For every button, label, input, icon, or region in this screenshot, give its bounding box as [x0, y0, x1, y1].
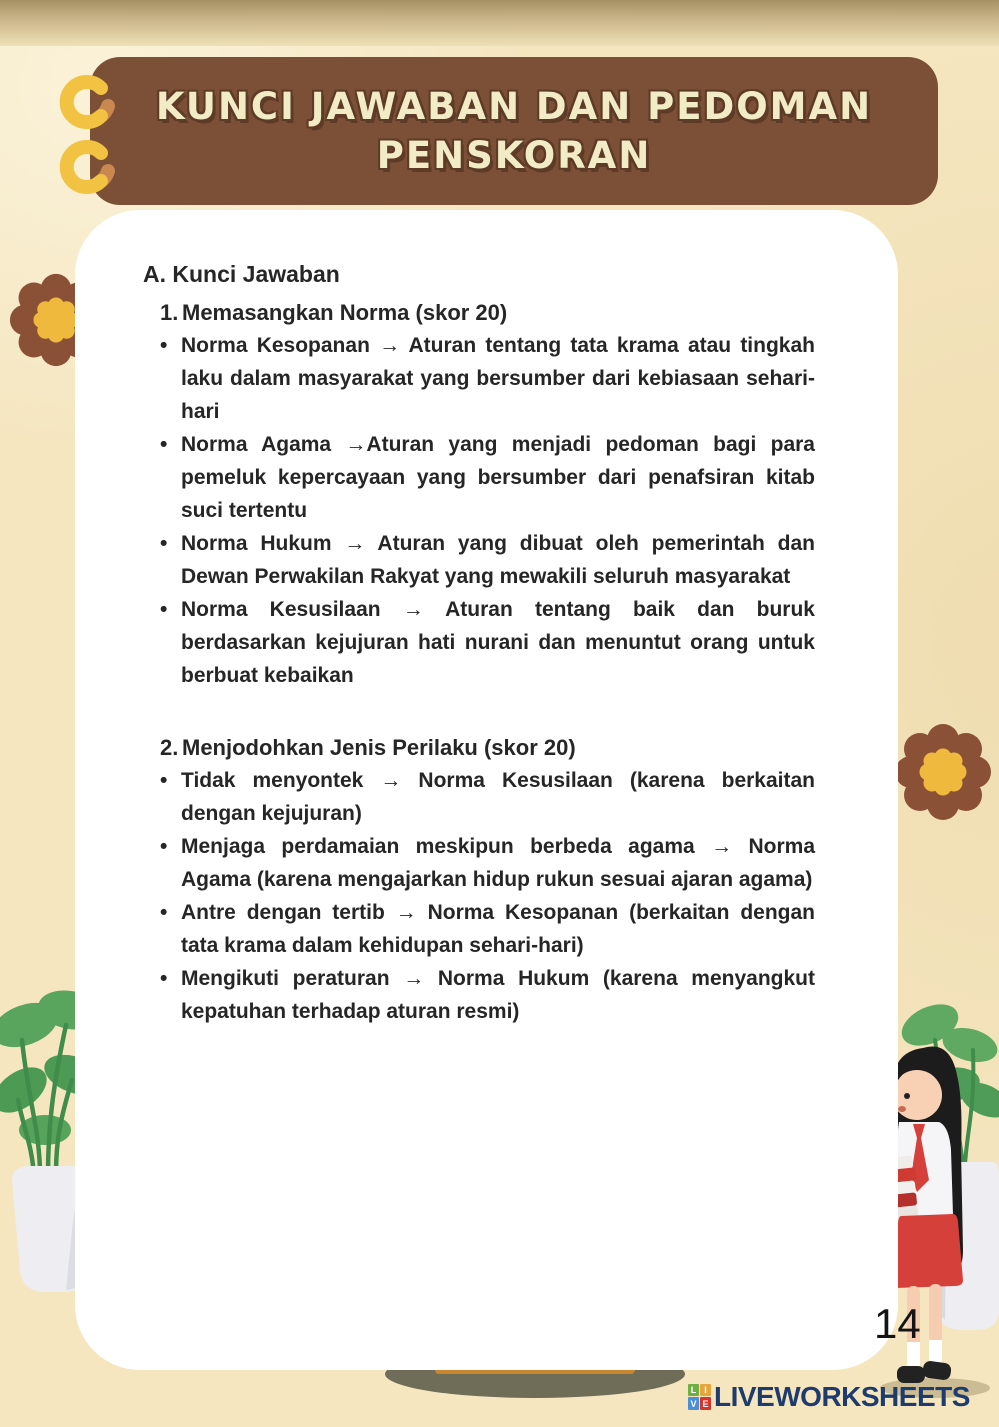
answer-key-card	[75, 210, 898, 1370]
list-item	[160, 962, 815, 1028]
bullet-text: Antre dengan tertib → Norma Kesopanan (berkaitan dengan tata krama dalam kehidupan sehari-hari)	[181, 901, 815, 957]
liveworksheets-logo-icon	[688, 1384, 711, 1410]
bullet-text: Norma Kesusilaan → Aturan tentang baik dan buruk berdasarkan kejujuran hati nurani dan menuntut orang untuk berbuat kebaikan	[181, 598, 815, 687]
binder-rings-icon	[48, 70, 138, 200]
floor-band	[0, 0, 999, 46]
bullet-marker: •	[160, 967, 168, 990]
item-1-title-text: Memasangkan Norma (skor 20)	[182, 300, 508, 325]
page-title-line2: PENSKORAN	[376, 134, 652, 177]
answer-item-1	[160, 296, 815, 692]
item-2-title-text: Menjodohkan Jenis Perilaku (skor 20)	[182, 735, 576, 760]
header-banner	[90, 57, 938, 205]
logo-letter-e: E	[700, 1397, 711, 1410]
brand-wordmark: LIVEWORKSHEETS	[714, 1381, 970, 1412]
list-item	[160, 329, 815, 428]
item-1-title	[160, 296, 815, 329]
answer-item-2	[160, 731, 815, 1028]
item-1-number: 1.	[160, 300, 179, 325]
list-item	[160, 896, 815, 962]
logo-letter-v: V	[688, 1397, 699, 1410]
bullet-marker: •	[160, 901, 168, 924]
bullet-marker: •	[160, 835, 168, 858]
logo-letter-i: I	[700, 1384, 711, 1396]
list-item	[160, 764, 815, 830]
section-gap	[143, 692, 815, 731]
section-a-heading: A. Kunci Jawaban	[143, 261, 340, 287]
bullet-text: Tidak menyontek → Norma Kesusilaan (karena berkaitan dengan kejujuran)	[181, 769, 815, 825]
item-2-title	[160, 731, 815, 764]
bullet-text: Norma Agama →Aturan yang menjadi pedoman bagi para pemeluk kepercayaan yang bersumber dari penafsiran kitab suci tertentu	[181, 433, 815, 522]
item-2-number: 2.	[160, 735, 179, 760]
bullet-marker: •	[160, 532, 168, 555]
list-item	[160, 428, 815, 527]
flower-icon	[893, 722, 993, 822]
list-item	[160, 593, 815, 692]
bullet-text: Mengikuti peraturan → Norma Hukum (karena menyangkut kepatuhan terhadap aturan resmi)	[181, 967, 815, 1023]
list-item	[160, 830, 815, 896]
liveworksheets-brand[interactable]	[688, 1381, 970, 1413]
list-item	[160, 527, 815, 593]
page-number: 14	[874, 1300, 921, 1347]
bullet-marker: •	[160, 598, 168, 621]
bullet-marker: •	[160, 433, 168, 456]
bullet-marker: •	[160, 334, 168, 357]
bullet-text: Norma Hukum → Aturan yang dibuat oleh pemerintah dan Dewan Perwakilan Rakyat yang mewakili seluruh masyarakat	[181, 532, 815, 588]
bullet-marker: •	[160, 769, 168, 792]
bullet-text: Menjaga perdamaian meskipun berbeda agama → Norma Agama (karena mengajarkan hidup rukun sesuai ajaran agama)	[181, 835, 815, 891]
page-title-line1: KUNCI JAWABAN DAN PEDOMAN	[155, 85, 873, 128]
answer-key-content	[143, 258, 815, 1028]
bullet-text: Norma Kesopanan → Aturan tentang tata krama atau tingkah laku dalam masyarakat yang bersumber dari kebiasaan sehari-hari	[181, 334, 815, 423]
logo-letter-l: L	[688, 1384, 699, 1396]
